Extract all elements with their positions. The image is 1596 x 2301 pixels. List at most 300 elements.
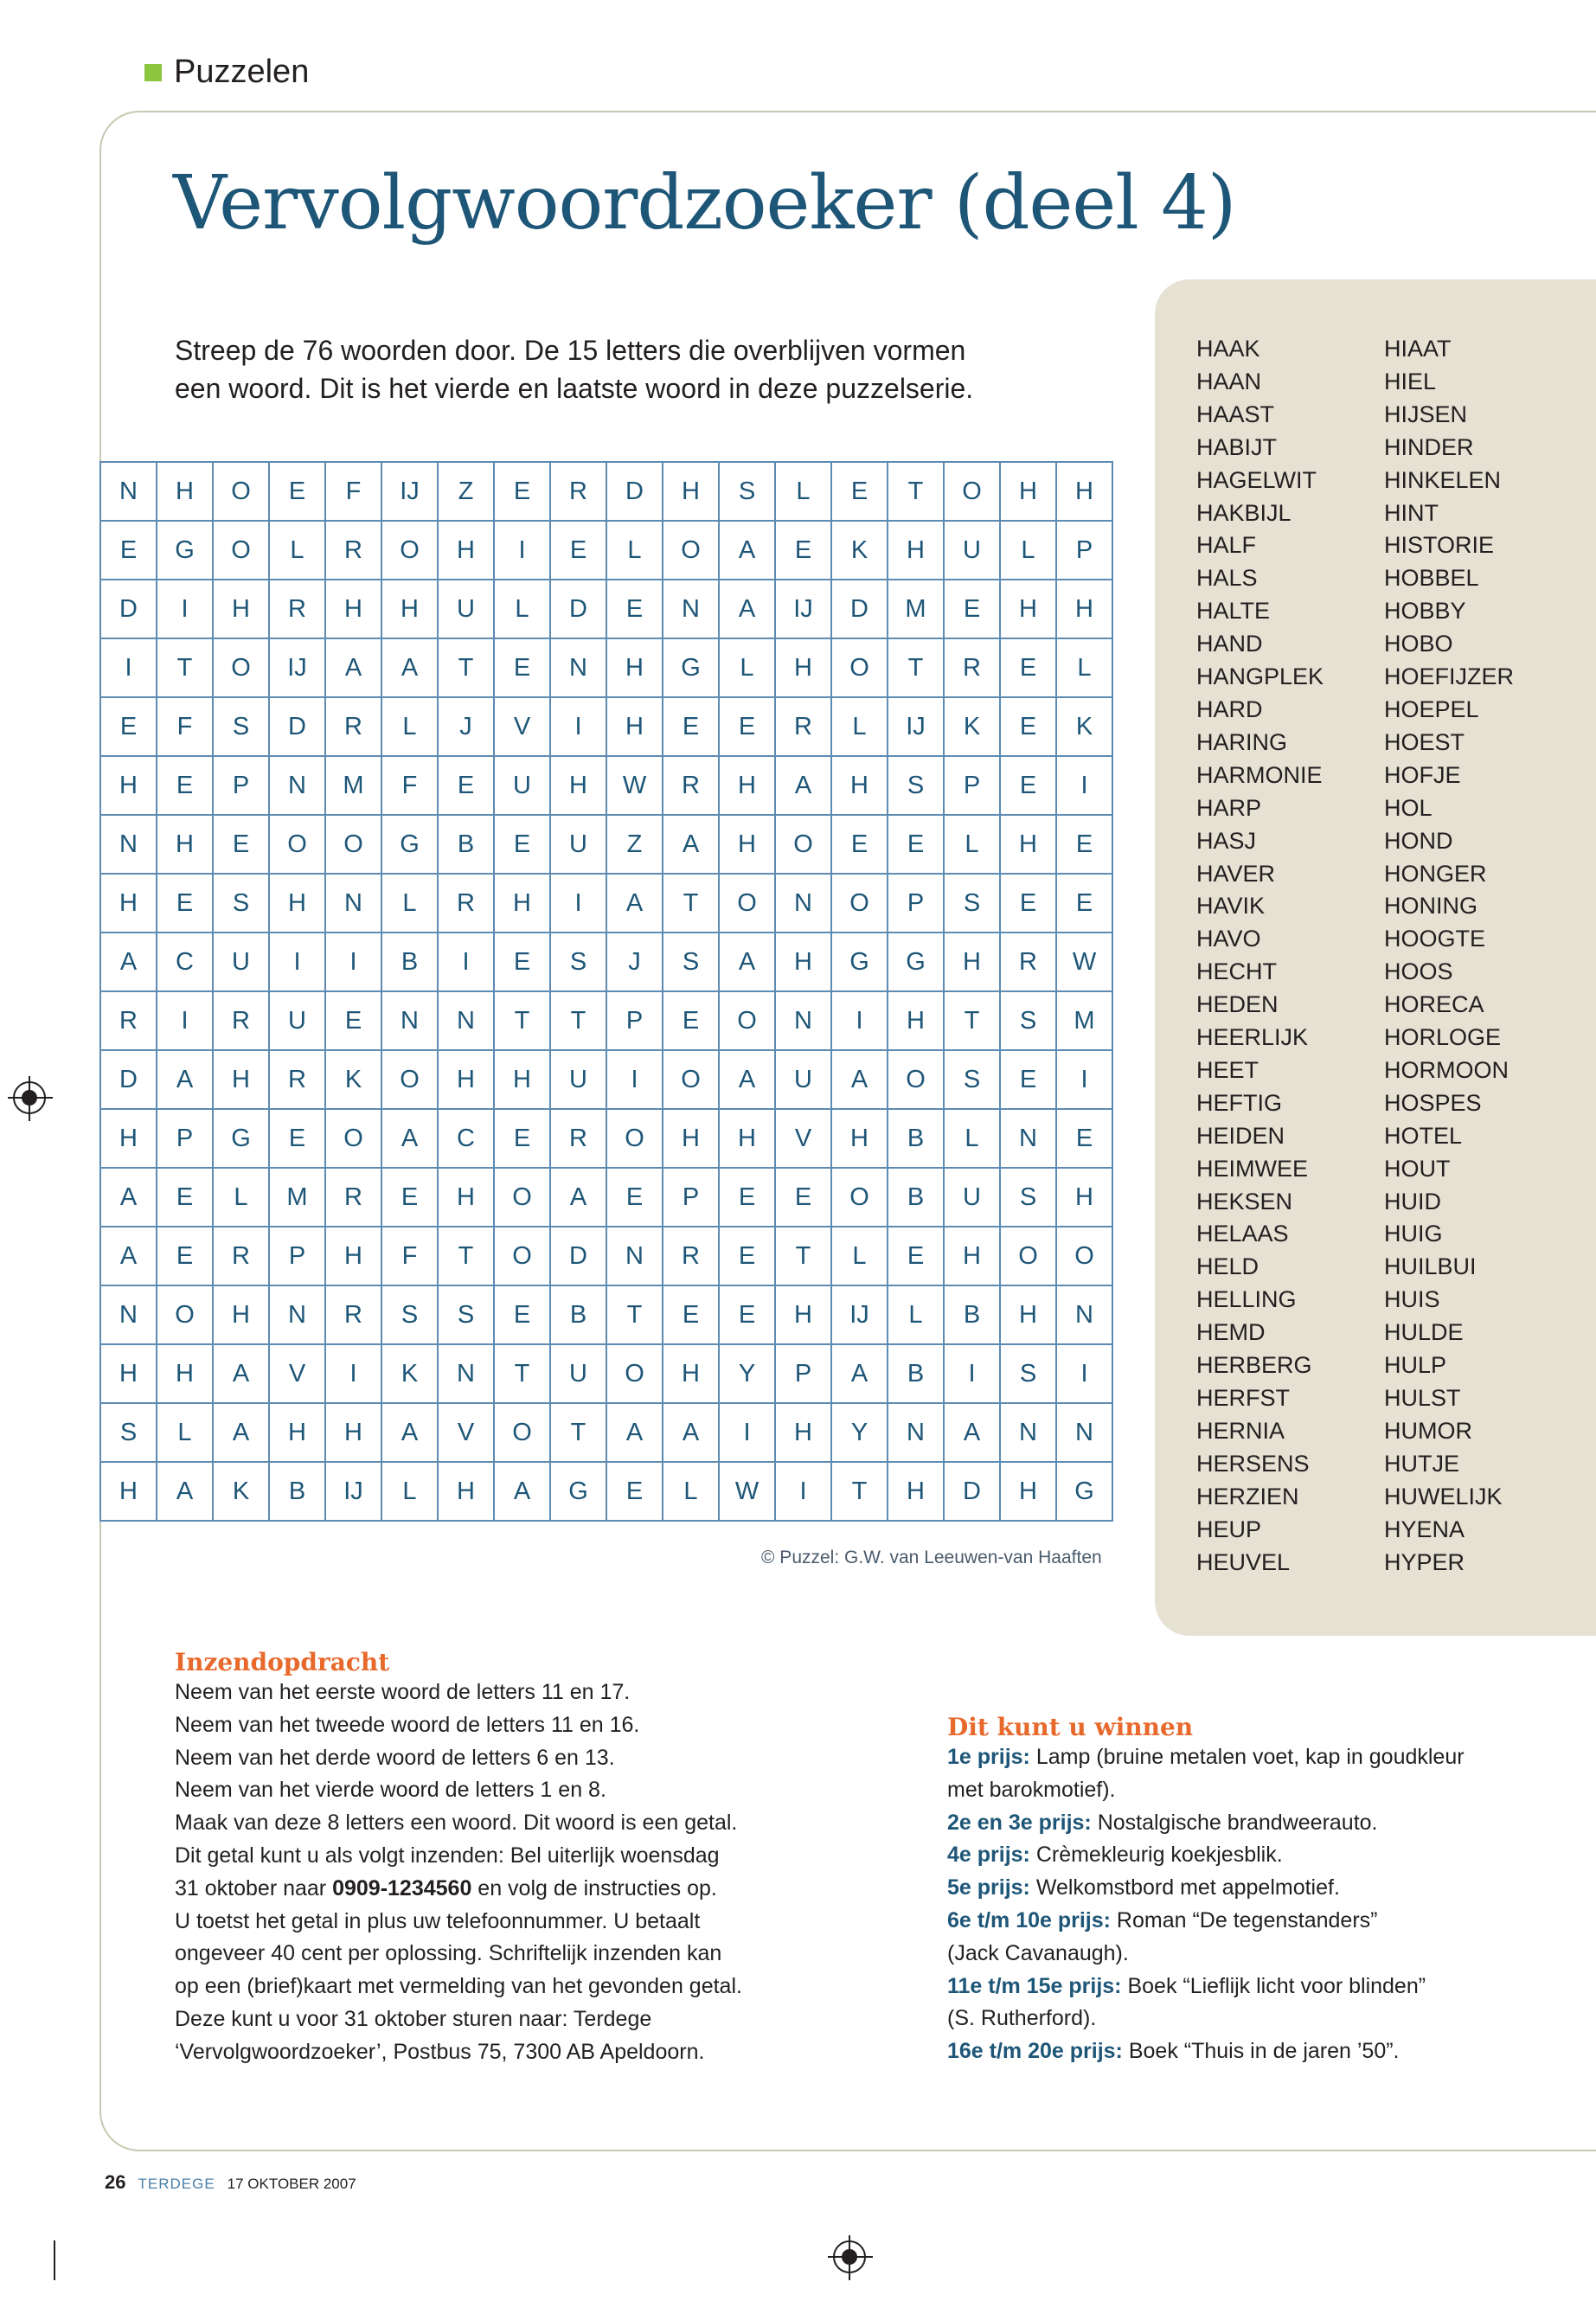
grid-cell: I — [550, 874, 606, 933]
grid-cell: H — [157, 815, 213, 874]
grid-row — [100, 1168, 1112, 1227]
grid-cell: F — [381, 756, 438, 815]
grid-cell: N — [438, 991, 494, 1050]
prize-line — [947, 1872, 1553, 1905]
grid-cell: R — [944, 638, 1000, 697]
grid-cell: A — [381, 1403, 438, 1462]
grid-cell: R — [438, 874, 494, 933]
grid-cell: A — [494, 1462, 550, 1521]
grid-row — [100, 580, 1112, 638]
grid-cell: S — [1000, 1344, 1056, 1403]
grid-cell: E — [157, 1168, 213, 1227]
grid-cell: H — [663, 1344, 719, 1403]
grid-cell: A — [775, 756, 831, 815]
grid-cell: J — [438, 697, 494, 756]
grid-cell: IJ — [381, 462, 438, 521]
grid-cell: G — [663, 638, 719, 697]
grid-cell: H — [213, 1050, 269, 1109]
grid-cell: P — [1056, 521, 1112, 580]
grid-cell: V — [269, 1344, 325, 1403]
grid-cell: O — [213, 462, 269, 521]
word-list-item: HIJSEN — [1384, 401, 1468, 427]
grid-cell: E — [775, 521, 831, 580]
grid-cell: H — [269, 874, 325, 933]
word-list-item: HUIS — [1384, 1286, 1440, 1313]
word-list-item: HEIDEN — [1196, 1122, 1285, 1149]
word-list-item: HUID — [1384, 1188, 1441, 1215]
grid-cell: E — [944, 580, 1000, 638]
grid-cell: T — [550, 1403, 606, 1462]
grid-cell: E — [325, 991, 381, 1050]
grid-cell: I — [550, 697, 606, 756]
grid-cell: L — [1000, 521, 1056, 580]
instruction-line: ongeveer 40 cent per oplossing. Schriftelijk inzenden kan — [175, 1941, 722, 1966]
word-list-item: HAKBIJL — [1196, 499, 1292, 526]
grid-cell: D — [606, 462, 663, 521]
grid-cell: R — [325, 521, 381, 580]
word-list-item: HARP — [1196, 794, 1262, 821]
grid-cell: O — [381, 1050, 438, 1109]
word-list-item: HOEFIJZER — [1384, 663, 1515, 690]
grid-cell: I — [269, 933, 325, 991]
word-list-item: HAVER — [1196, 860, 1276, 887]
word-list-item: HAAK — [1196, 336, 1260, 362]
grid-cell: E — [157, 756, 213, 815]
grid-cell: O — [831, 1168, 888, 1227]
prize-line: met barokmotief). — [947, 1777, 1116, 1802]
grid-cell: B — [381, 933, 438, 991]
grid-cell: L — [157, 1403, 213, 1462]
instruction-line: Neem van het vierde woord de letters 1 en 8. — [175, 1778, 606, 1803]
prize-line — [947, 1807, 1553, 1840]
prize-text: Crèmekleurig koekjesblik. — [1029, 1843, 1283, 1868]
grid-cell: P — [606, 991, 663, 1050]
grid-cell: N — [100, 1285, 157, 1344]
grid-cell: A — [157, 1050, 213, 1109]
word-list-item: HARING — [1196, 728, 1288, 755]
grid-cell: L — [831, 697, 888, 756]
grid-cell: H — [606, 638, 663, 697]
grid-cell: H — [719, 756, 775, 815]
grid-cell: A — [381, 638, 438, 697]
prize-line — [947, 1905, 1553, 1938]
grid-cell: N — [1000, 1403, 1056, 1462]
grid-cell: A — [213, 1403, 269, 1462]
grid-cell: I — [438, 933, 494, 991]
grid-cell: E — [888, 1227, 944, 1285]
grid-cell: U — [944, 1168, 1000, 1227]
grid-cell: I — [944, 1344, 1000, 1403]
grid-cell: A — [719, 580, 775, 638]
grid-cell: S — [944, 874, 1000, 933]
grid-cell: L — [775, 462, 831, 521]
grid-cell: H — [719, 815, 775, 874]
grid-cell: N — [663, 580, 719, 638]
grid-cell: S — [944, 1050, 1000, 1109]
magazine-name: TERDEGE — [138, 2176, 215, 2192]
grid-cell: T — [157, 638, 213, 697]
prize-line — [947, 1971, 1553, 2003]
grid-cell: E — [100, 521, 157, 580]
grid-cell: E — [494, 1109, 550, 1168]
grid-cell: O — [888, 1050, 944, 1109]
grid-cell: W — [1056, 933, 1112, 991]
grid-cell: E — [1056, 874, 1112, 933]
grid-cell: N — [381, 991, 438, 1050]
grid-cell: E — [213, 815, 269, 874]
grid-cell: A — [831, 1344, 888, 1403]
grid-cell: A — [100, 933, 157, 991]
grid-cell: S — [1000, 1168, 1056, 1227]
grid-cell: T — [888, 638, 944, 697]
word-list-item: HEFTIG — [1196, 1089, 1282, 1116]
word-list-item: HINT — [1384, 499, 1439, 526]
grid-cell: S — [663, 933, 719, 991]
grid-cell: N — [1056, 1285, 1112, 1344]
prize-line — [947, 1741, 1553, 1774]
grid-cell: K — [213, 1462, 269, 1521]
word-list-item: HOOGTE — [1384, 926, 1486, 952]
grid-cell: D — [944, 1462, 1000, 1521]
instruction-line: Neem van het eerste woord de letters 11 en 17. — [175, 1680, 631, 1704]
grid-cell: M — [1056, 991, 1112, 1050]
word-list-item: HECHT — [1196, 958, 1277, 985]
grid-cell: H — [381, 580, 438, 638]
word-list-item: HERZIEN — [1196, 1483, 1299, 1509]
grid-cell: A — [606, 1403, 663, 1462]
page-footer — [105, 2171, 356, 2194]
grid-cell: U — [550, 815, 606, 874]
grid-cell: H — [494, 1050, 550, 1109]
grid-cell: Z — [606, 815, 663, 874]
grid-cell: Y — [719, 1344, 775, 1403]
grid-cell: E — [663, 1285, 719, 1344]
word-list-item: HORLOGE — [1384, 1024, 1502, 1051]
grid-cell: O — [381, 521, 438, 580]
word-list-item: HAVO — [1196, 926, 1261, 952]
section-tag — [144, 54, 309, 91]
grid-cell: H — [831, 756, 888, 815]
registration-mark-icon — [833, 2240, 866, 2273]
grid-cell: P — [663, 1168, 719, 1227]
grid-cell: E — [269, 1109, 325, 1168]
issue-date: 17 OKTOBER 2007 — [227, 2176, 356, 2192]
grid-row — [100, 697, 1112, 756]
grid-cell: E — [1000, 874, 1056, 933]
grid-cell: D — [269, 697, 325, 756]
word-list-item: HUTJE — [1384, 1450, 1459, 1477]
grid-cell: L — [944, 1109, 1000, 1168]
grid-cell: L — [831, 1227, 888, 1285]
grid-cell: E — [663, 697, 719, 756]
page-number: 26 — [105, 2171, 126, 2193]
grid-cell: N — [1056, 1403, 1112, 1462]
prizes-section — [947, 1713, 1553, 2068]
word-list-item: HEIMWEE — [1196, 1155, 1309, 1182]
grid-cell: J — [606, 933, 663, 991]
grid-cell: T — [438, 1227, 494, 1285]
grid-cell: H — [550, 756, 606, 815]
grid-cell: G — [888, 933, 944, 991]
grid-cell: A — [157, 1462, 213, 1521]
grid-cell: R — [663, 756, 719, 815]
grid-cell: T — [438, 638, 494, 697]
word-list-item: HOTEL — [1384, 1122, 1463, 1149]
grid-cell: G — [831, 933, 888, 991]
grid-cell: E — [494, 933, 550, 991]
grid-cell: O — [157, 1285, 213, 1344]
grid-cell: N — [100, 815, 157, 874]
grid-cell: N — [775, 991, 831, 1050]
grid-cell: H — [325, 1227, 381, 1285]
grid-cell: N — [438, 1344, 494, 1403]
grid-cell: S — [438, 1285, 494, 1344]
grid-cell: A — [719, 933, 775, 991]
word-list-item: HOUT — [1384, 1155, 1451, 1182]
grid-cell: U — [944, 521, 1000, 580]
intro-text: Streep de 76 woorden door. De 15 letters die overblijven vormen een woord. Dit is het vierde en laatste woord in deze puzzelserie. — [175, 335, 974, 404]
grid-cell: E — [1000, 756, 1056, 815]
grid-cell: O — [494, 1168, 550, 1227]
prize-text: Boek “Lieflijk licht voor blinden” — [1121, 1973, 1426, 1998]
grid-cell: O — [269, 815, 325, 874]
prize-rank: 16e t/m 20e prijs: — [947, 2039, 1123, 2064]
word-list-item: HERBERG — [1196, 1352, 1312, 1379]
grid-cell: R — [325, 1285, 381, 1344]
word-list-item: HISTORIE — [1384, 532, 1495, 559]
word-list-item: HALF — [1196, 532, 1257, 559]
grid-row — [100, 1403, 1112, 1462]
instruction-text: 31 oktober naar — [175, 1875, 333, 1900]
word-list-item: HAND — [1196, 631, 1263, 657]
grid-cell: R — [100, 991, 157, 1050]
grid-cell: L — [944, 815, 1000, 874]
word-list-item: HOBBY — [1384, 598, 1466, 625]
word-list-item: HYENA — [1384, 1516, 1465, 1542]
grid-row — [100, 638, 1112, 697]
grid-cell: R — [1000, 933, 1056, 991]
grid-cell: H — [775, 1403, 831, 1462]
grid-cell: A — [663, 1403, 719, 1462]
word-list-item: HEMD — [1196, 1319, 1266, 1346]
grid-cell: H — [100, 756, 157, 815]
grid-cell: H — [1056, 462, 1112, 521]
grid-cell: E — [831, 462, 888, 521]
prize-text: Lamp (bruine metalen voet, kap in goudkleur — [1029, 1745, 1465, 1769]
grid-row — [100, 874, 1112, 933]
grid-cell: A — [100, 1168, 157, 1227]
grid-row — [100, 991, 1112, 1050]
grid-cell: H — [775, 638, 831, 697]
grid-cell: T — [663, 874, 719, 933]
grid-cell: H — [1000, 1285, 1056, 1344]
grid-cell: G — [1056, 1462, 1112, 1521]
word-list-item: HUIG — [1384, 1221, 1443, 1247]
grid-cell: H — [157, 462, 213, 521]
grid-cell: E — [157, 874, 213, 933]
word-list-item: HOL — [1384, 794, 1433, 821]
grid-cell: E — [1056, 1109, 1112, 1168]
grid-cell: A — [213, 1344, 269, 1403]
grid-cell: S — [550, 933, 606, 991]
grid-cell: U — [550, 1344, 606, 1403]
word-list-item: HOSPES — [1384, 1089, 1482, 1116]
grid-cell: U — [494, 756, 550, 815]
word-list-item: HOEPEL — [1384, 695, 1479, 722]
grid-cell: T — [494, 1344, 550, 1403]
grid-cell: N — [100, 462, 157, 521]
grid-cell: H — [100, 1109, 157, 1168]
instruction-line: Dit getal kunt u als volgt inzenden: Bel uiterlijk woensdag — [175, 1843, 720, 1868]
grid-cell: L — [381, 1462, 438, 1521]
grid-cell: M — [325, 756, 381, 815]
grid-cell: F — [381, 1227, 438, 1285]
grid-row — [100, 1050, 1112, 1109]
grid-cell: N — [888, 1403, 944, 1462]
grid-cell: K — [1056, 697, 1112, 756]
grid-cell: G — [550, 1462, 606, 1521]
grid-cell: O — [213, 638, 269, 697]
word-list-item: HOOS — [1384, 958, 1453, 985]
grid-cell: E — [663, 991, 719, 1050]
word-list-item: HIAAT — [1384, 336, 1452, 362]
grid-cell: S — [719, 462, 775, 521]
grid-cell: H — [438, 1050, 494, 1109]
prizes-heading: Dit kunt u winnen — [947, 1713, 1194, 1741]
grid-cell: I — [775, 1462, 831, 1521]
grid-cell: C — [438, 1109, 494, 1168]
grid-cell: P — [213, 756, 269, 815]
grid-cell: P — [269, 1227, 325, 1285]
grid-cell: E — [494, 462, 550, 521]
grid-cell: A — [325, 638, 381, 697]
grid-cell: F — [157, 697, 213, 756]
grid-cell: O — [1056, 1227, 1112, 1285]
grid-cell: R — [663, 1227, 719, 1285]
grid-cell: T — [775, 1227, 831, 1285]
word-list-item: HORECA — [1384, 991, 1484, 1018]
grid-cell: E — [269, 462, 325, 521]
prize-text: Nostalgische brandweerauto. — [1091, 1810, 1378, 1835]
grid-cell: H — [663, 462, 719, 521]
grid-cell: S — [213, 697, 269, 756]
grid-cell: H — [325, 580, 381, 638]
grid-cell: I — [1056, 1050, 1112, 1109]
grid-cell: H — [663, 1109, 719, 1168]
grid-cell: E — [606, 1168, 663, 1227]
word-list-item: HOND — [1384, 827, 1453, 854]
grid-cell: P — [944, 756, 1000, 815]
grid-cell: G — [157, 521, 213, 580]
grid-cell: H — [494, 874, 550, 933]
grid-cell: O — [494, 1403, 550, 1462]
grid-cell: E — [888, 815, 944, 874]
grid-cell: N — [325, 874, 381, 933]
grid-cell: T — [944, 991, 1000, 1050]
prize-text: Welkomstbord met appelmotief. — [1029, 1875, 1340, 1900]
word-list-item: HEDEN — [1196, 991, 1279, 1018]
grid-cell: E — [719, 697, 775, 756]
grid-cell: U — [550, 1050, 606, 1109]
word-list-item: HEERLIJK — [1196, 1024, 1309, 1051]
grid-cell: S — [100, 1403, 157, 1462]
grid-cell: S — [1000, 991, 1056, 1050]
grid-cell: N — [269, 756, 325, 815]
grid-cell: E — [1000, 697, 1056, 756]
grid-cell: H — [1000, 580, 1056, 638]
word-list-item: HEUVEL — [1196, 1548, 1291, 1575]
word-list-panel — [1155, 279, 1596, 1636]
word-column-1 — [1196, 333, 1324, 1579]
word-list-item: HYPER — [1384, 1548, 1465, 1575]
grid-cell: L — [381, 874, 438, 933]
grid-cell: H — [775, 933, 831, 991]
grid-cell: D — [550, 1227, 606, 1285]
grid-cell: A — [606, 874, 663, 933]
instruction-line: Neem van het tweede woord de letters 11 en 16. — [175, 1712, 640, 1737]
grid-cell: N — [775, 874, 831, 933]
grid-cell: R — [325, 1168, 381, 1227]
grid-row — [100, 521, 1112, 580]
grid-cell: L — [1056, 638, 1112, 697]
grid-cell: IJ — [888, 697, 944, 756]
grid-cell: E — [550, 521, 606, 580]
grid-cell: V — [775, 1109, 831, 1168]
grid-cell: I — [325, 1344, 381, 1403]
prize-text: Roman “De tegenstanders” — [1110, 1907, 1378, 1932]
grid-cell: T — [888, 462, 944, 521]
grid-cell: M — [269, 1168, 325, 1227]
submission-instructions — [175, 1648, 832, 2069]
grid-cell: G — [213, 1109, 269, 1168]
grid-cell: H — [213, 580, 269, 638]
grid-cell: R — [269, 580, 325, 638]
grid-cell: R — [213, 1227, 269, 1285]
grid-cell: S — [213, 874, 269, 933]
grid-cell: O — [831, 874, 888, 933]
grid-cell: T — [606, 1285, 663, 1344]
grid-cell: N — [606, 1227, 663, 1285]
grid-cell: G — [381, 815, 438, 874]
grid-cell: C — [157, 933, 213, 991]
grid-cell: O — [494, 1227, 550, 1285]
grid-cell: I — [719, 1403, 775, 1462]
grid-cell: B — [888, 1109, 944, 1168]
word-list-item: HIEL — [1384, 368, 1437, 394]
grid-row — [100, 462, 1112, 521]
word-list-item: HELD — [1196, 1253, 1259, 1280]
grid-cell: U — [775, 1050, 831, 1109]
word-list-item: HEKSEN — [1196, 1188, 1293, 1215]
word-list-item: HARD — [1196, 695, 1263, 722]
grid-cell: L — [663, 1462, 719, 1521]
grid-cell: M — [888, 580, 944, 638]
word-list-item: HOEST — [1384, 728, 1465, 755]
instruction-line: Neem van het derde woord de letters 6 en 13. — [175, 1745, 615, 1770]
word-list-item: HANGPLEK — [1196, 663, 1324, 690]
prize-rank: 1e prijs: — [947, 1745, 1030, 1769]
grid-cell: IJ — [775, 580, 831, 638]
word-list-item: HAAST — [1196, 401, 1275, 427]
grid-cell: I — [325, 933, 381, 991]
grid-cell: O — [325, 815, 381, 874]
grid-cell: O — [944, 462, 1000, 521]
grid-cell: K — [831, 521, 888, 580]
grid-cell: A — [831, 1050, 888, 1109]
grid-cell: W — [719, 1462, 775, 1521]
grid-cell: A — [944, 1403, 1000, 1462]
word-list-item: HOBBEL — [1384, 565, 1479, 592]
